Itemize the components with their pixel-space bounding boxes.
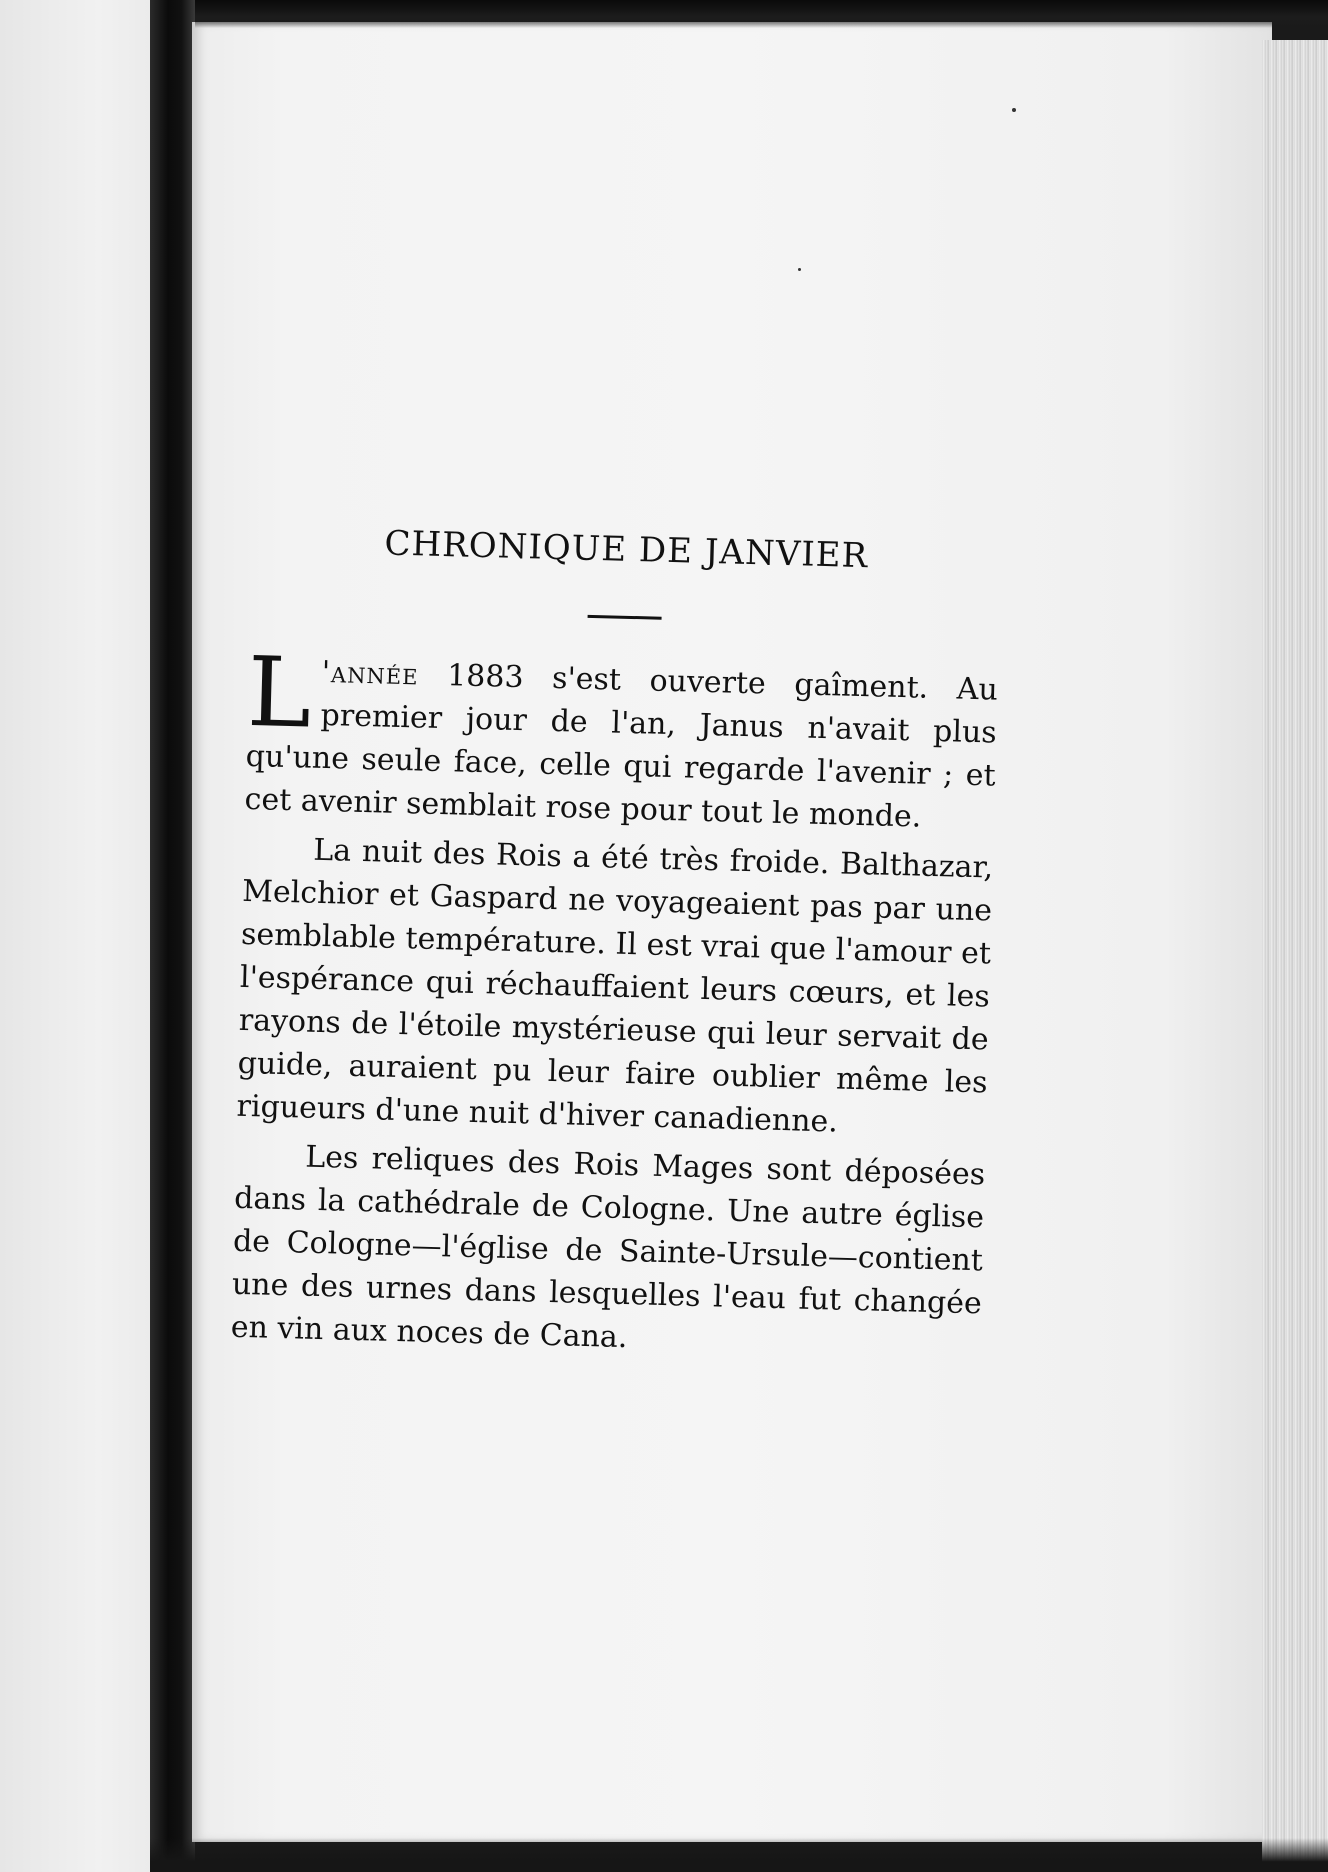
facing-page-left (0, 0, 165, 1872)
dust-speck (798, 268, 801, 271)
book-gutter (150, 0, 195, 1872)
text-block (230, 520, 1001, 1368)
drop-cap: L (246, 635, 313, 750)
dust-speck (1012, 108, 1016, 112)
paragraph-2: La nuit des Rois a été très froide. Balthazar, Melchior et Gaspard ne voyageaient pas par une semblable température. Il est vrai que l'amour et l'espérance qui réchauffaient leurs cœurs, et les rayons de l'étoile mystérieuse qui leur servait de guide, auraient pu leur faire oublier même les rigueurs d'une nuit d'hiver canadienne. (236, 832, 994, 1140)
bottom-edge-shadow (150, 1838, 1328, 1872)
page-fore-edge (1262, 40, 1328, 1872)
paragraph-3: Les reliques des Rois Mages sont déposées dans la cathédrale de Cologne. Une autre église de Cologne—l'église de Sainte-Ursule—contient une des urnes dans lesquelles l'eau fut changée en vin aux noces de Cana. (230, 1139, 986, 1356)
chapter-title: CHRONIQUE DE JANVIER (384, 523, 869, 577)
lead-in-small-caps: 'année (321, 654, 420, 693)
top-edge-shadow (195, 0, 1328, 28)
title-rule (588, 615, 662, 620)
paragraph-1 (244, 635, 999, 841)
paragraph-1-text: 1883 s'est ouverte gaîment. Au premier jour de l'an, Janus n'avait plus qu'une seule face, celle qui regarde l'avenir ; et cet avenir semblait rose pour tout le monde. (244, 658, 999, 835)
